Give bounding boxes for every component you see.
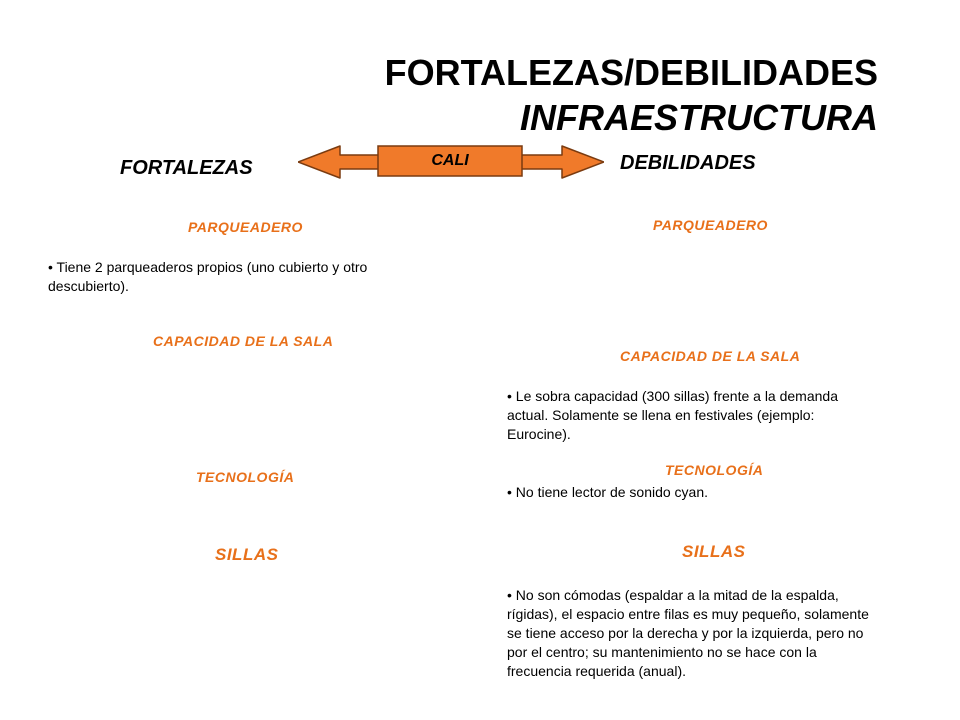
debilidades-capacidad-line2: actual. Solamente se llena en festivales (ejemplo:: [507, 407, 815, 423]
debilidades-sillas-line4: por el centro; su mantenimiento no se hace con la: [507, 644, 817, 660]
debilidades-sillas-line1: • No son cómodas (espaldar a la mitad de la espalda,: [507, 587, 839, 603]
debilidades-tecnologia-title: TECNOLOGÍA: [665, 462, 764, 478]
page-title: FORTALEZAS/DEBILIDADES: [384, 52, 878, 93]
page-subtitle: INFRAESTRUCTURA: [520, 97, 878, 138]
debilidades-tecnologia-line1: • No tiene lector de sonido cyan.: [507, 484, 709, 500]
debilidades-parqueadero-title: PARQUEADERO: [653, 217, 768, 233]
fortalezas-tecnologia-title: TECNOLOGÍA: [196, 469, 295, 485]
cali-label: CALI: [431, 152, 469, 169]
debilidades-capacidad-title: CAPACIDAD DE LA SALA: [620, 348, 801, 364]
debilidades-heading: DEBILIDADES: [620, 152, 756, 174]
debilidades-sillas-line5: frecuencia requerida (anual).: [507, 663, 686, 679]
debilidades-capacidad-line1: • Le sobra capacidad (300 sillas) frente a la demanda: [507, 388, 838, 404]
fortalezas-parqueadero-line1: • Tiene 2 parqueaderos propios (uno cubierto y otro: [48, 259, 368, 275]
fortalezas-parqueadero-line2: descubierto).: [48, 278, 129, 294]
fortalezas-sillas-title: SILLAS: [215, 545, 279, 564]
debilidades-sillas-title: SILLAS: [682, 542, 746, 561]
fortalezas-heading: FORTALEZAS: [120, 157, 253, 179]
debilidades-capacidad-line3: Eurocine).: [507, 426, 571, 442]
fortalezas-capacidad-title: CAPACIDAD DE LA SALA: [153, 333, 334, 349]
debilidades-sillas-line3: se tiene acceso por la derecha y por la izquierda, pero no: [507, 625, 864, 641]
fortalezas-parqueadero-title: PARQUEADERO: [188, 219, 303, 235]
debilidades-sillas-line2: rígidas), el espacio entre filas es muy pequeño, solamente: [507, 606, 869, 622]
